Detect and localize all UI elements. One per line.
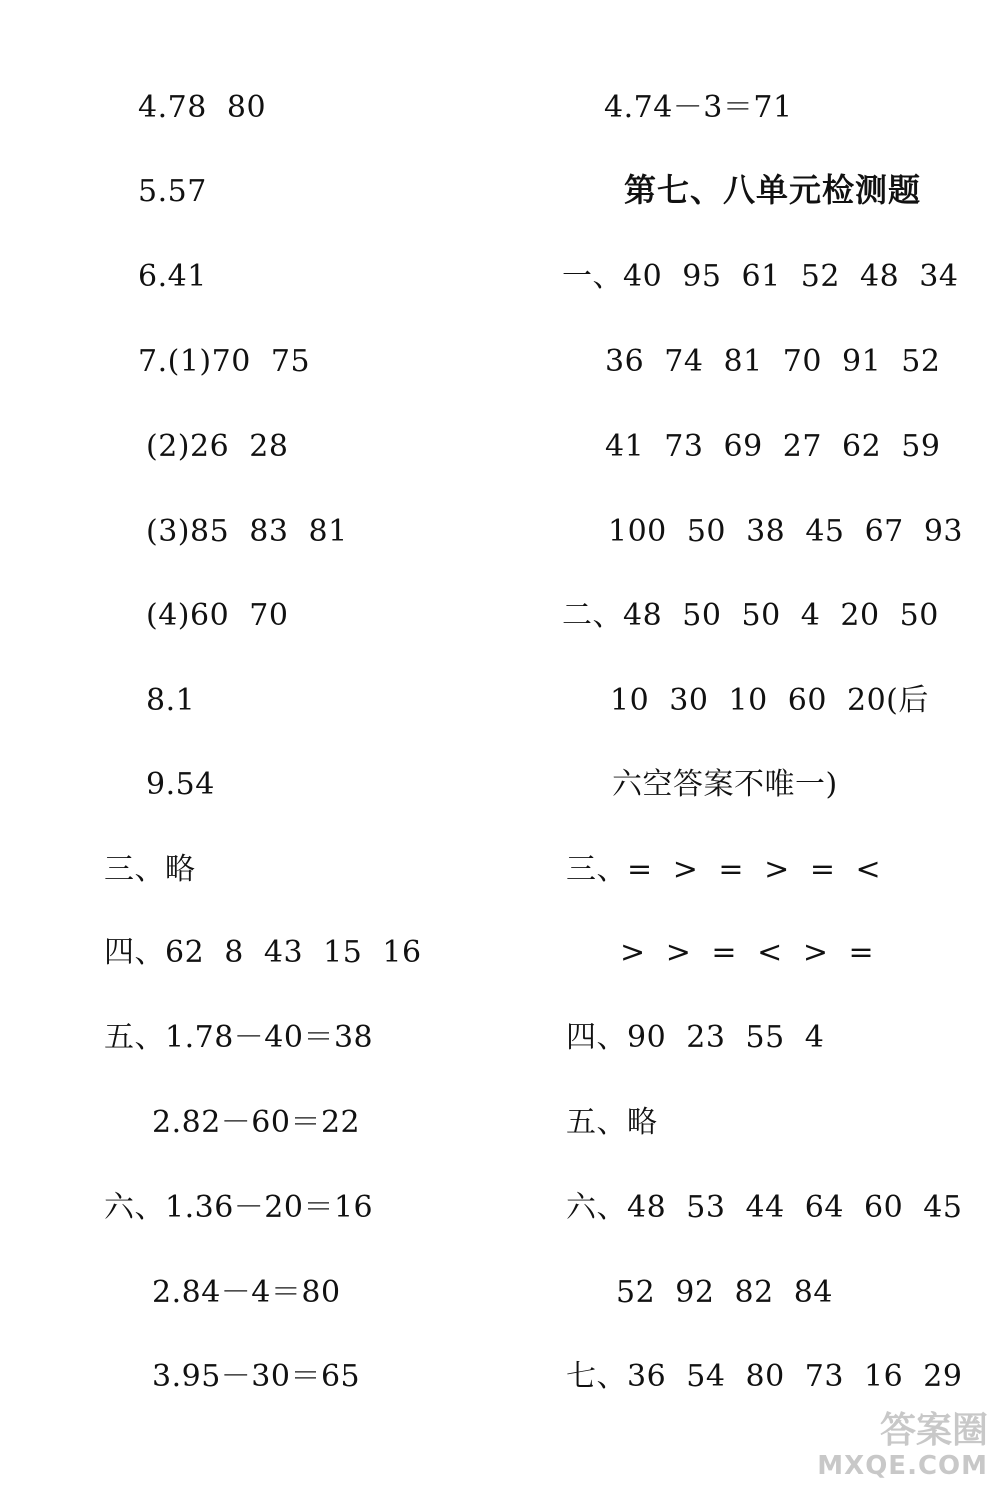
- answer-line: 7.(1)70 75: [138, 344, 311, 379]
- watermark-bottom-text: MXQE.COM: [817, 1451, 988, 1481]
- answer-line: 9.54: [146, 767, 215, 802]
- watermark-logo: [817, 1411, 988, 1481]
- answer-line: (3)85 83 81: [146, 514, 348, 549]
- answer-line: 10 30 10 60 20(后: [610, 683, 929, 718]
- watermark-top-text: 答案圈: [879, 1410, 988, 1451]
- answer-line: 4.78 80: [138, 90, 267, 125]
- section-heading: 三、略: [104, 852, 196, 887]
- answer-line: 36 74 81 70 91 52: [605, 344, 941, 379]
- answer-line: 2.82－60＝22: [152, 1105, 361, 1140]
- answer-line: > > = < > =: [620, 935, 875, 970]
- answer-line: 4.74－3＝71: [604, 90, 793, 125]
- answer-line: 六空答案不唯一): [612, 767, 838, 802]
- answer-line: 8.1: [146, 683, 196, 718]
- answer-line: 41 73 69 27 62 59: [605, 429, 941, 464]
- answer-line: 2.84－4＝80: [152, 1275, 341, 1310]
- answer-line: 3.95－30＝65: [152, 1359, 361, 1394]
- answer-line: 一、40 95 61 52 48 34: [562, 259, 959, 294]
- answer-line: 四、62 8 43 15 16: [104, 935, 422, 970]
- answer-line: 52 92 82 84: [616, 1275, 833, 1310]
- answer-line: 四、90 23 55 4: [566, 1020, 825, 1055]
- section-heading: 五、略: [566, 1105, 658, 1140]
- section-title: 第七、八单元检测题: [624, 171, 922, 209]
- answer-line: 100 50 38 45 67 93: [608, 514, 963, 549]
- answer-line: 6.41: [138, 259, 207, 294]
- answer-line: (4)60 70: [146, 598, 289, 633]
- answer-line: 三、= > = > = <: [566, 852, 882, 887]
- answer-line: 5.57: [138, 174, 207, 209]
- answer-line: (2)26 28: [146, 429, 289, 464]
- answer-line: 二、48 50 50 4 20 50: [562, 598, 939, 633]
- answer-line: 六、1.36－20＝16: [104, 1190, 374, 1225]
- answer-line: 五、1.78－40＝38: [104, 1020, 374, 1055]
- answer-line: 七、36 54 80 73 16 29: [566, 1359, 963, 1394]
- answer-line: 六、48 53 44 64 60 45: [566, 1190, 963, 1225]
